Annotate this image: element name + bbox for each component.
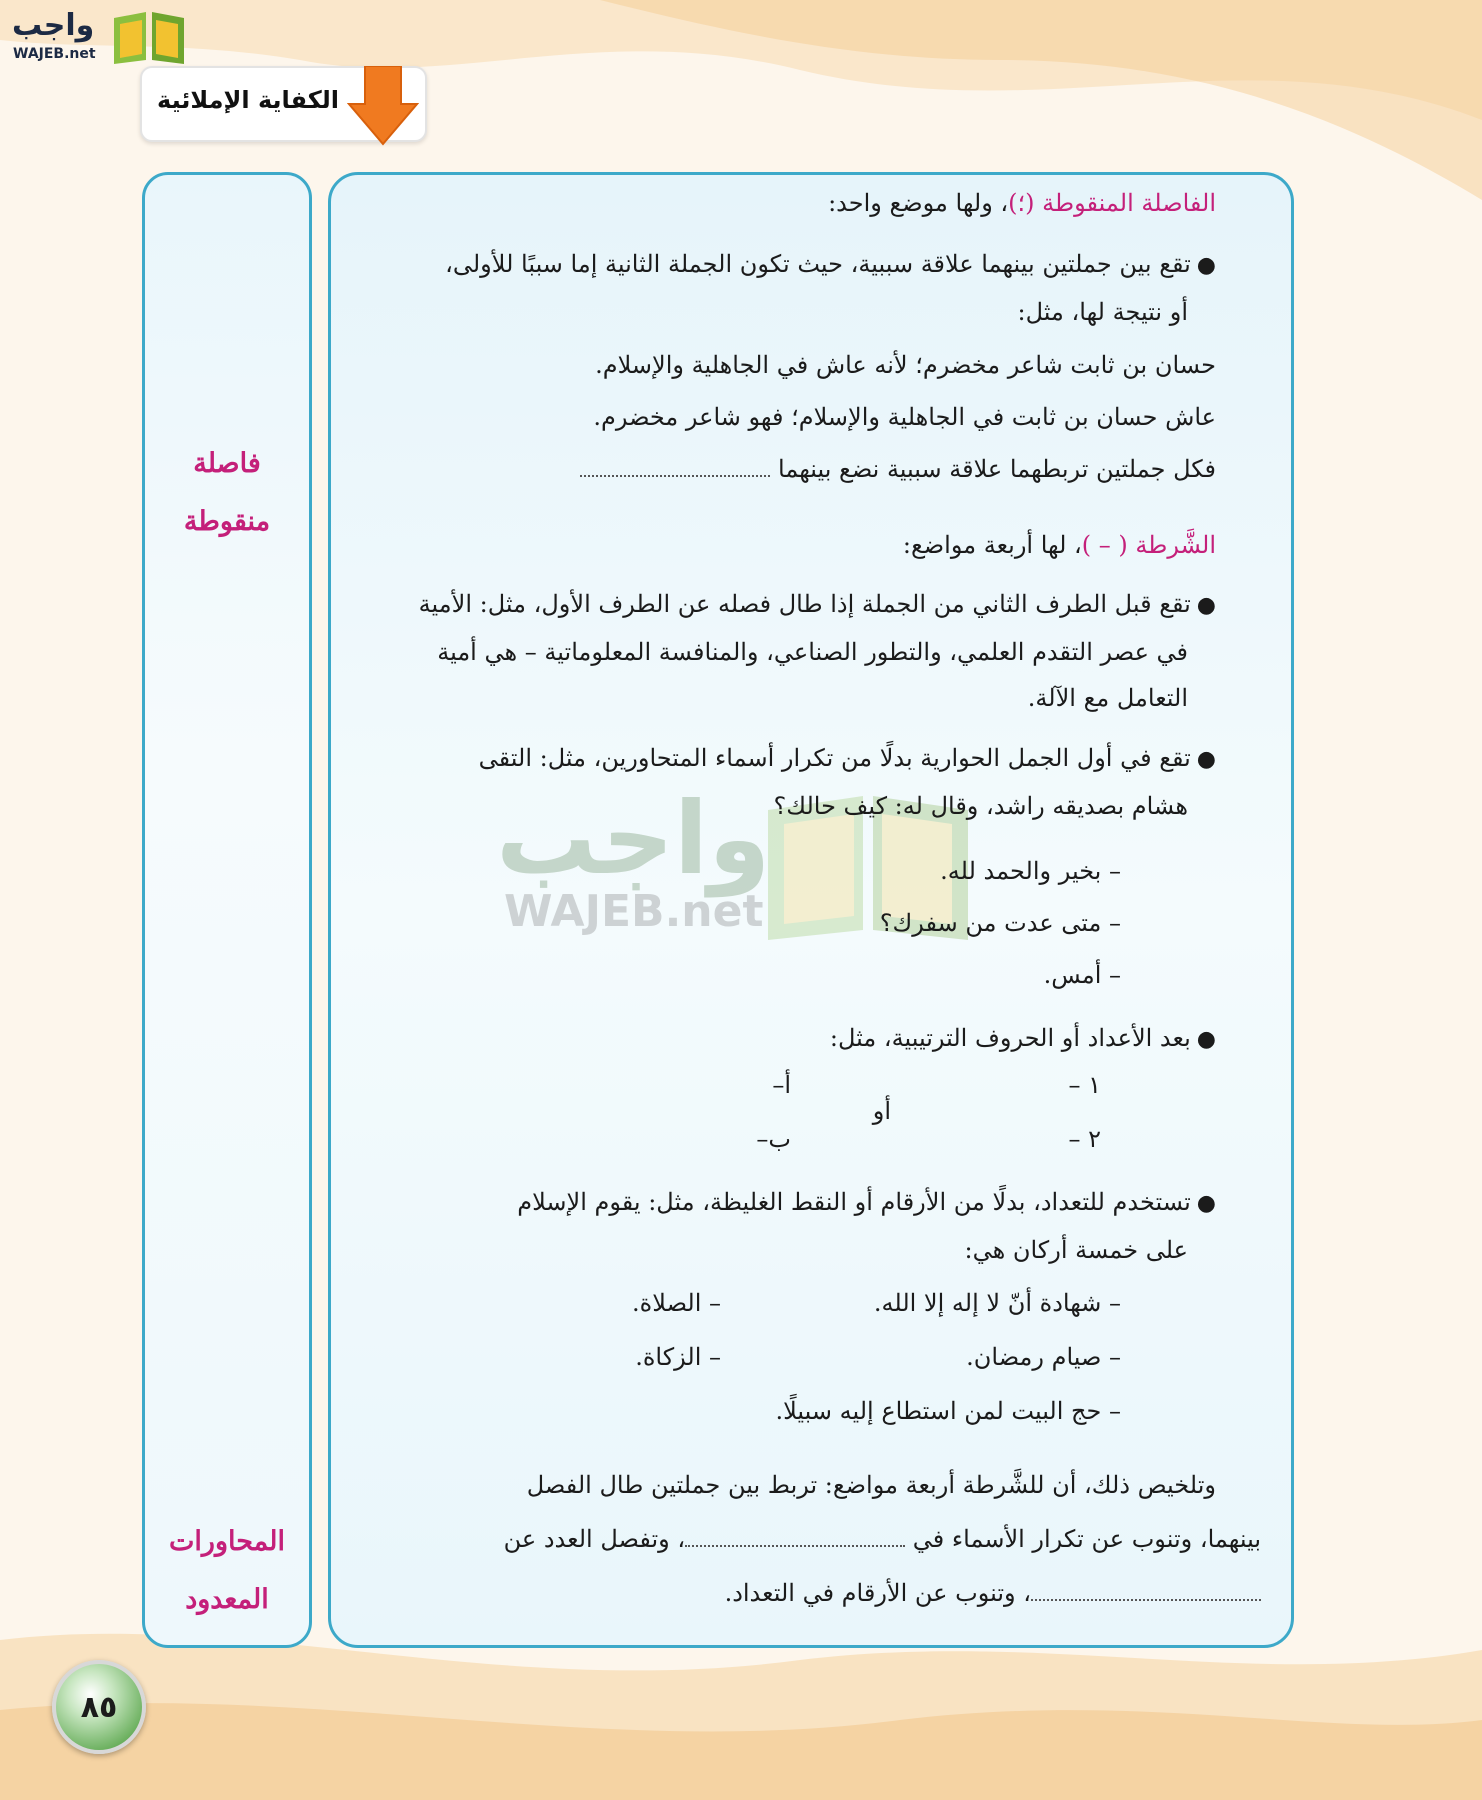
watermark-arabic: واجب	[496, 780, 771, 897]
dash-bullet-4: ●تستخدم للتعداد، بدلًا من الأرقام أو النقط الغليظة، مثل: يقوم الإسلام على خمسة أركان هي:	[517, 1188, 1216, 1264]
sidebar-label-dialogue-counted: المحاورات المعدود	[169, 1526, 285, 1615]
dash-bullet-3: ●بعد الأعداد أو الحروف الترتيبية، مثل:	[829, 1024, 1216, 1052]
semicolon-example-1: حسان بن ثابت شاعر مخضرم؛ لأنه عاش في الجاهلية والإسلام.	[595, 351, 1216, 379]
page-number-badge	[52, 1660, 146, 1754]
lesson-content-panel	[328, 172, 1294, 1648]
dash-summary-line-3: ، وتنوب عن الأرقام في التعداد.	[725, 1579, 1261, 1607]
semicolon-example-2: عاش حسان بن ثابت في الجاهلية والإسلام؛ فهو شاعر مخضرم.	[593, 403, 1216, 431]
watermark-latin: WAJEB.net	[504, 886, 764, 937]
ordinal-number-1: ١ –	[1068, 1071, 1101, 1099]
dash-heading: الشَّرطة ( – )، لها أربعة مواضع:	[902, 531, 1216, 559]
dash-summary-line-1: وتلخيص ذلك، أن للشَّرطة أربعة مواضع: تربط بين جملتين طال الفصل	[526, 1471, 1216, 1499]
pillar-2: – الصلاة.	[632, 1289, 721, 1317]
dialog-line-3: – أمس.	[1043, 961, 1121, 989]
semicolon-heading: الفاصلة المنقوطة (؛)، ولها موضع واحد:	[828, 189, 1216, 217]
pillar-1: – شهادة أنّ لا إله إلا الله.	[873, 1289, 1121, 1317]
page-number: ٨٥	[80, 1690, 118, 1725]
topic-sidebar	[142, 172, 312, 1648]
section-title: الكفاية الإملائية	[157, 86, 339, 114]
section-header-tab	[140, 66, 427, 142]
dash-bullet-1: ●تقع قبل الطرف الثاني من الجملة إذا طال فصله عن الطرف الأول، مثل: الأمية في عصر التقدم العلمي، والتطور الصناعي، والمنافسة المعلوماتية – هي أمية التعامل مع الآلة.	[418, 590, 1216, 712]
dash-summary-line-2: بينهما، وتنوب عن تكرار الأسماء في ، وتفصل العدد عن	[503, 1525, 1261, 1553]
dialog-line-1: – بخير والحمد لله.	[940, 857, 1121, 885]
ordinal-letter-1: أ–	[772, 1071, 791, 1099]
dialog-line-2: – متى عدت من سفرك؟	[879, 909, 1121, 937]
pillar-4: – الزكاة.	[635, 1343, 721, 1371]
pillar-5: – حج البيت لمن استطاع إليه سبيلًا.	[775, 1397, 1121, 1425]
ordinal-number-2: ٢ –	[1068, 1125, 1101, 1153]
semicolon-rule: فكل جملتين تربطهما علاقة سببية نضع بينهما	[580, 455, 1216, 483]
ordinal-or: أو	[872, 1097, 891, 1125]
book-icon	[110, 8, 188, 64]
logo-latin-text: WAJEB.net	[13, 46, 96, 62]
dash-bullet-2: ●تقع في أول الجمل الحوارية بدلًا من تكرار أسماء المتحاورين، مثل: التقى هشام بصديقه راشد، وقال له: كيف حالك؟	[478, 744, 1216, 820]
semicolon-bullet: ●تقع بين جملتين بينهما علاقة سببية، حيث تكون الجملة الثانية إما سببًا للأولى، أو نتيجة لها، مثل:	[445, 250, 1216, 326]
logo-arabic-text: واجب	[12, 8, 95, 43]
ordinal-letter-2: ب–	[756, 1125, 791, 1153]
pillar-3: – صيام رمضان.	[966, 1343, 1121, 1371]
down-arrow-icon	[347, 66, 419, 146]
sidebar-label-semicolon: فاصلة منقوطة	[183, 448, 271, 537]
site-logo[interactable]	[10, 6, 190, 66]
